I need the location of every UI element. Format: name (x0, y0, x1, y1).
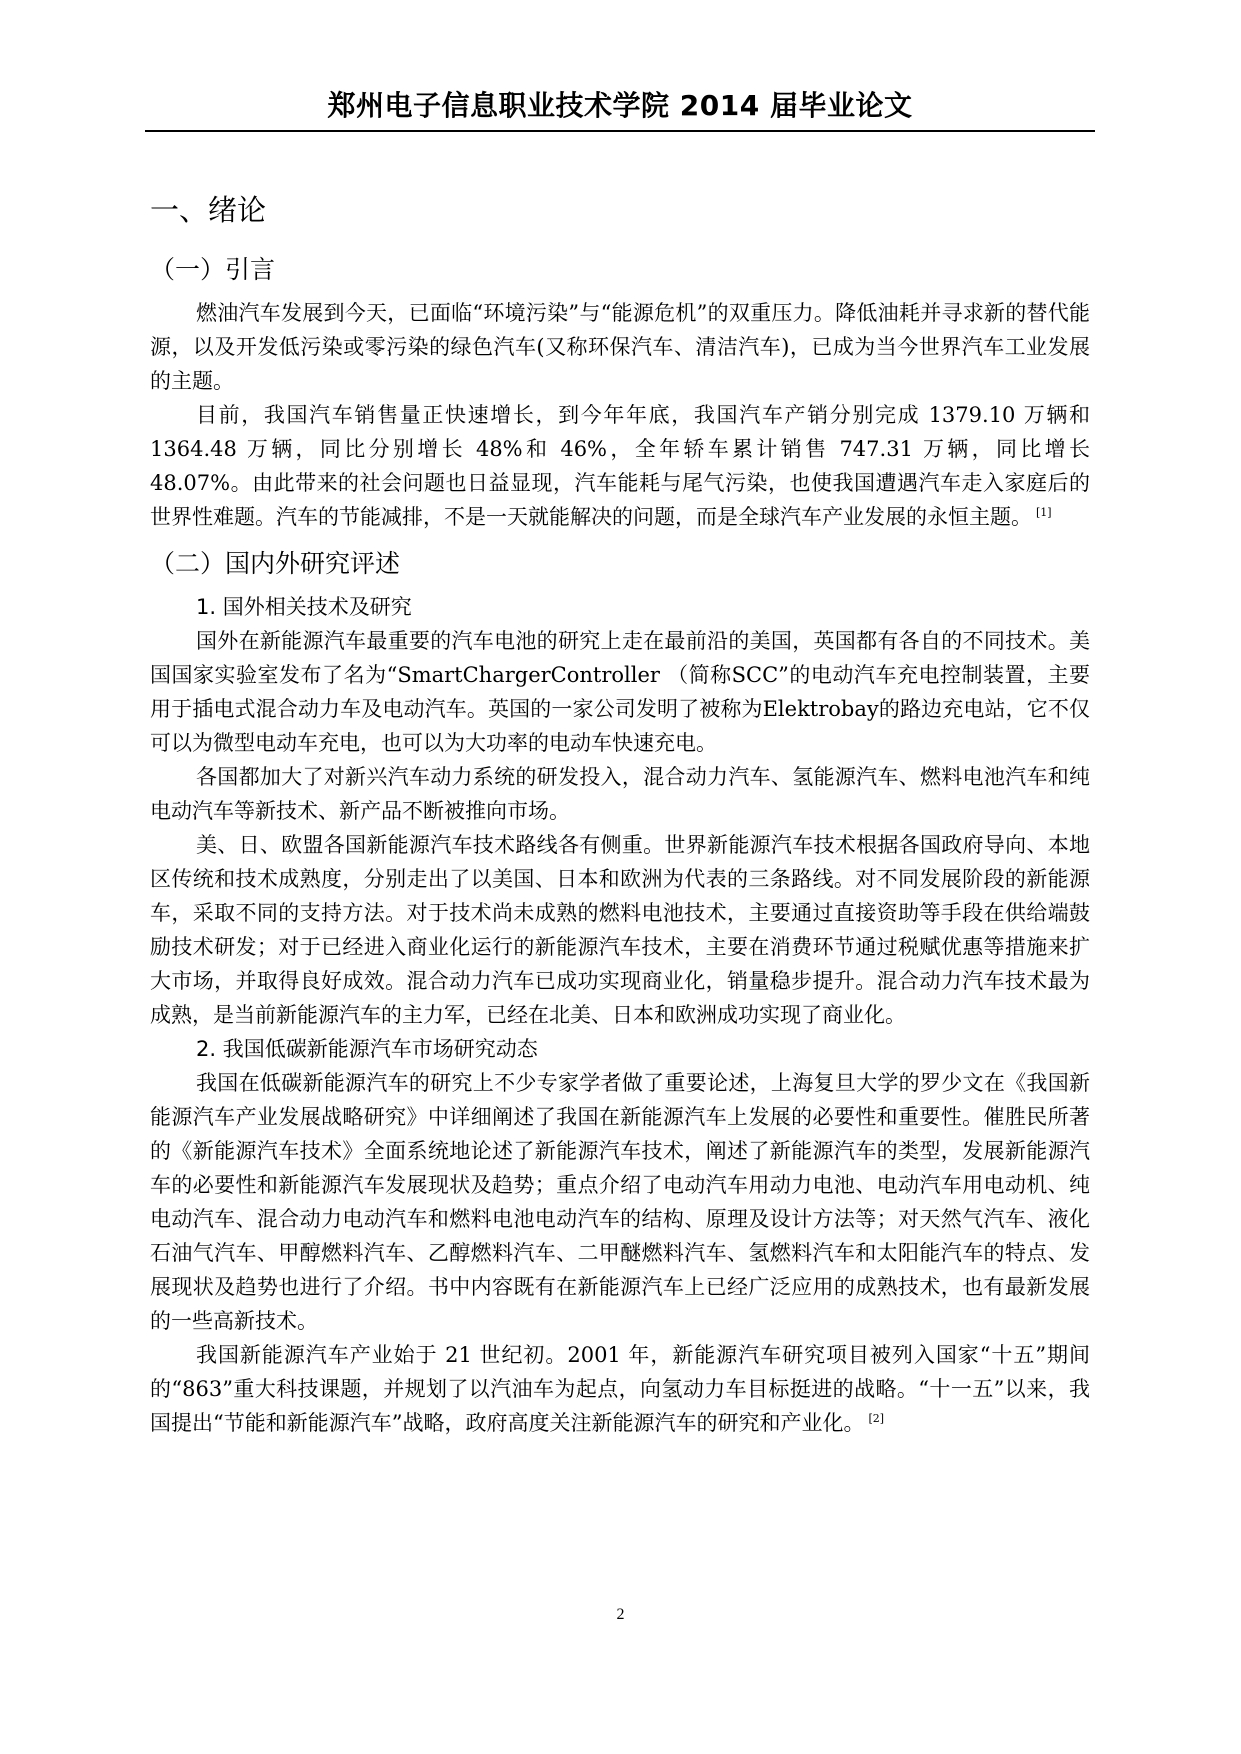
paragraph: 国外在新能源汽车最重要的汽车电池的研究上走在最前沿的美国，英国都有各自的不同技术。美国国家实验室发布了名为“SmartChargerController （简称SCC”的电动汽车充电控制装置，主要用于插电式混合动力车及电动汽车。英国的一家公司发明了被称为Elektrobay的路边充电站，它不仅可以为微型电动车充电，也可以为大功率的电动车快速充电。 (150, 629, 1090, 755)
citation-ref: [2] (868, 1412, 885, 1425)
main-content (150, 188, 1090, 1440)
citation-ref: [1] (1036, 506, 1052, 519)
page-number: 2 (616, 1606, 625, 1623)
section-title-research-review: （二）国内外研究评述 (150, 549, 401, 578)
subsection-title-foreign: 1. 国外相关技术及研究 (196, 595, 412, 619)
paragraph: 燃油汽车发展到今天，已面临“环境污染”与“能源危机”的双重压力。降低油耗并寻求新的替代能源，以及开发低污染或零污染的绿色汽车(又称环保汽车、清洁汽车)，已成为当今世界汽车工业发展的主题。 (150, 301, 1090, 393)
subsection-title-domestic: 2. 我国低碳新能源汽车市场研究动态 (196, 1037, 538, 1061)
paragraph (150, 1338, 1090, 1440)
section-title-introduction: （一）引言 (150, 255, 276, 284)
chapter-title: 一、绪论 (150, 193, 267, 227)
paragraph (150, 398, 1090, 534)
paragraph: 各国都加大了对新兴汽车动力系统的研发投入，混合动力汽车、氢能源汽车、燃料电池汽车和纯电动汽车等新技术、新产品不断被推向市场。 (150, 765, 1090, 823)
paragraph: 我国在低碳新能源汽车的研究上不少专家学者做了重要论述，上海复旦大学的罗少文在《我国新能源汽车产业发展战略研究》中详细阐述了我国在新能源汽车上发展的必要性和重要性。催胜民所著的《新能源汽车技术》全面系统地论述了新能源汽车技术，阐述了新能源汽车的类型，发展新能源汽车的必要性和新能源汽车发展现状及趋势；重点介绍了电动汽车用动力电池、电动汽车用电动机、纯电动汽车、混合动力电动汽车和燃料电池电动汽车的结构、原理及设计方法等；对天然气汽车、液化石油气汽车、甲醇燃料汽车、乙醇燃料汽车、二甲醚燃料汽车、氢燃料汽车和太阳能汽车的特点、发展现状及趋势也进行了介绍。书中内容既有在新能源汽车上已经广泛应用的成熟技术，也有最新发展的一些高新技术。 (150, 1071, 1090, 1333)
paragraph-text: 我国新能源汽车产业始于 21 世纪初。2001 年，新能源汽车研究项目被列入国家“十五”期间的“863”重大科技课题，并规划了以汽油车为起点，向氢动力车目标挺进的战略。“十一五”以来，我国提出“节能和新能源汽车”战略，政府高度关注新能源汽车的研究和产业化。 (150, 1343, 1090, 1435)
page-header-title: 郑州电子信息职业技术学院 2014 届毕业论文 (327, 89, 913, 122)
header-divider (145, 130, 1095, 132)
paragraph-text: 目前，我国汽车销售量正快速增长，到今年年底，我国汽车产销分别完成 1379.10 万辆和 1364.48 万辆，同比分别增长 48%和 46%，全年轿车累计销售 747.31 万辆，同比增长 48.07%。由此带来的社会问题也日益显现，汽车能耗与尾气污染，也使我国遭遇汽车走入家庭后的世界性难题。汽车的节能减排，不是一天就能解决的问题，而是全球汽车产业发展的永恒主题。 (150, 403, 1090, 529)
paragraph: 美、日、欧盟各国新能源汽车技术路线各有侧重。世界新能源汽车技术根据各国政府导向、本地区传统和技术成熟度，分别走出了以美国、日本和欧洲为代表的三条路线。对不同发展阶段的新能源车，采取不同的支持方法。对于技术尚未成熟的燃料电池技术，主要通过直接资助等手段在供给端鼓励技术研发；对于已经进入商业化运行的新能源汽车技术，主要在消费环节通过税赋优惠等措施来扩大市场，并取得良好成效。混合动力汽车已成功实现商业化，销量稳步提升。混合动力汽车技术最为成熟，是当前新能源汽车的主力军，已经在北美、日本和欧洲成功实现了商业化。 (150, 833, 1090, 1027)
